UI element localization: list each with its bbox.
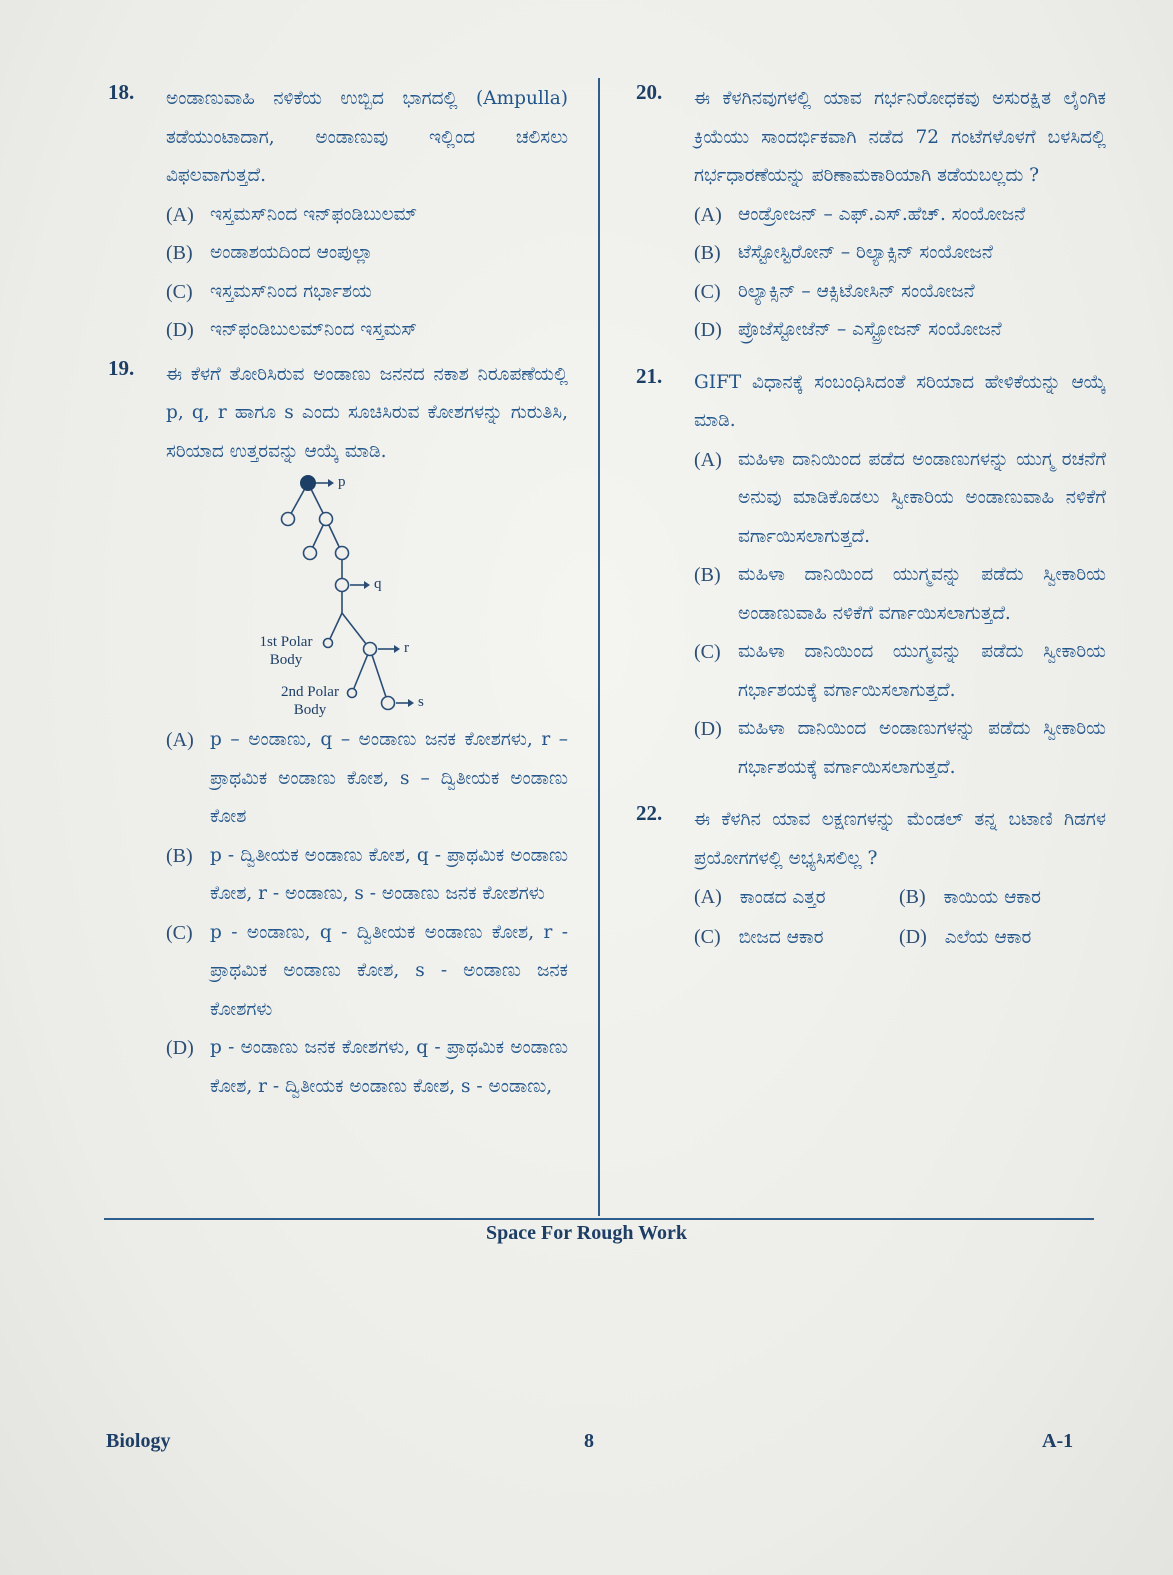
subject-label: Biology [106,1430,171,1452]
column-divider [598,78,600,1216]
question-number: 21. [636,363,663,388]
rough-work-heading: Space For Rough Work [486,1222,687,1244]
question-number: 19. [108,355,135,380]
bottom-rule [104,1218,1094,1220]
question-text: ಈ ಕೆಳಗಿನವುಗಳಲ್ಲಿ ಯಾವ ಗರ್ಭನಿರೋಧಕವು ಅಸುರಕ್ಷಿತ ಲೈಂಗಿಕ ಕ್ರಿಯೆಯು ಸಾಂದರ್ಭಿಕವಾಗಿ ನಡೆದ 72 ಗಂಟೆಗಳೊಳಗೆ ಬಳಸಿದಲ್ಲಿ ಗರ್ಭಧಾರಣೆಯನ್ನು ಪರಿಣಾಮಕಾರಿಯಾಗಿ ತಡೆಯಬಲ್ಲದು ? [694,88,1106,186]
option-b: (B) p - ದ್ವಿತೀಯಕ ಅಂಡಾಣು ಕೋಶ, q - ಪ್ರಾಥಮಿಕ ಅಂಡಾಣು ಕೋಶ, r - ಅಂಡಾಣು, s - ಅಂಡಾಣು ಜನಕ ಕೋಶಗಳು [166,844,568,904]
label-q: q [374,576,382,592]
question-21 [636,364,1106,788]
option-d: (D) ಮಹಿಳಾ ದಾನಿಯಿಂದ ಅಂಡಾಣುಗಳನ್ನು ಪಡೆದು ಸ್ವೀಕಾರಿಯ ಗರ್ಭಾಶಯಕ್ಕೆ ವರ್ಗಾಯಿಸಲಾಗುತ್ತದೆ. [694,718,1106,778]
option-c: (C) p - ಅಂಡಾಣು, q - ದ್ವಿತೀಯಕ ಅಂಡಾಣು ಕೋಶ, r - ಪ್ರಾಥಮಿಕ ಅಂಡಾಣು ಕೋಶ, s - ಅಂಡಾಣು ಜನಕ ಕೋಶಗಳು [166,921,568,1020]
oogenesis-diagram [248,473,508,721]
left-column [108,80,568,1112]
options-row-1 [694,878,1106,918]
question-18 [108,80,568,350]
option-c: (C) ಮಹಿಳಾ ದಾನಿಯಿಂದ ಯುಗ್ಮವನ್ನು ಪಡೆದು ಸ್ವೀಕಾರಿಯ ಗರ್ಭಾಶಯಕ್ಕೆ ವರ್ಗಾಯಿಸಲಾಗುತ್ತದೆ. [694,641,1106,701]
label-p: p [338,474,346,490]
version-code: A-1 [1042,1430,1074,1452]
option-c: (C) ಬೀಜದ ಆಕಾರ [694,925,824,948]
option-d: (D) ಎಲೆಯ ಆಕಾರ [899,925,1032,948]
option-c: (C) ರಿಲ್ಯಾಕ್ಸಿನ್ – ಆಕ್ಸಿಟೋಸಿನ್ ಸಂಯೋಜನೆ [694,280,975,303]
label-s: s [418,694,424,710]
option-b: (B) ಕಾಯಿಯ ಆಕಾರ [899,886,1041,908]
question-20 [636,80,1106,350]
label-r: r [404,640,409,656]
option-b: (B) ಮಹಿಳಾ ದಾನಿಯಿಂದ ಯುಗ್ಮವನ್ನು ಪಡೆದು ಸ್ವೀಕಾರಿಯ ಅಂಡಾಣುವಾಹಿ ನಳಿಕೆಗೆ ವರ್ಗಾಯಿಸಲಾಗುತ್ತದೆ. [694,564,1106,624]
option-d: (D) p - ಅಂಡಾಣು ಜನಕ ಕೋಶಗಳು, q - ಪ್ರಾಥಮಿಕ ಅಂಡಾಣು ಕೋಶ, r - ದ್ವಿತೀಯಕ ಅಂಡಾಣು ಕೋಶ, s - ಅಂಡಾಣು, [166,1037,568,1097]
option-a: (A) ಇಸ್ತಮಸ್‌ನಿಂದ ಇನ್‌ಫಂಡಿಬುಲಮ್ [166,203,418,226]
right-column [636,80,1106,963]
question-text: ಈ ಕೆಳಗೆ ತೋರಿಸಿರುವ ಅಂಡಾಣು ಜನನದ ನಕಾಶ ನಿರೂಪಣೆಯಲ್ಲಿ p, q, r ಹಾಗೂ s ಎಂದು ಸೂಚಿಸಿರುವ ಕೋಶಗಳನ್ನು ಗುರುತಿಸಿ, ಸರಿಯಾದ ಉತ್ತರವನ್ನು ಆಯ್ಕೆ ಮಾಡಿ. [166,363,568,462]
option-a: (A) ಕಾಂಡದ ಎತ್ತರ [694,886,826,908]
question-text: ಈ ಕೆಳಗಿನ ಯಾವ ಲಕ್ಷಣಗಳನ್ನು ಮೆಂಡಲ್ ತನ್ನ ಬಟಾಣಿ ಗಿಡಗಳ ಪ್ರಯೋಗಗಳಲ್ಲಿ ಅಭ್ಯಸಿಸಲಿಲ್ಲ ? [694,809,1106,869]
option-d: (D) ಪ್ರೊಜೆಸ್ಟೋಜೆನ್ – ಎಸ್ಟ್ರೋಜನ್ ಸಂಯೋಜನೆ [694,319,1002,341]
question-number: 18. [108,80,135,104]
options-row-2 [694,918,1106,958]
question-number: 22. [636,801,663,825]
question-19 [108,356,568,1107]
option-b: (B) ಅಂಡಾಶಯದಿಂದ ಆಂಪುಲ್ಲಾ [166,242,373,264]
option-c: (C) ಇಸ್ತಮಸ್‌ನಿಂದ ಗರ್ಭಾಶಯ [166,280,372,303]
first-polar-body-label: 1st Polar Body [259,634,313,668]
question-number: 20. [636,80,663,104]
option-a: (A) ಆಂಡ್ರೋಜನ್ – ಎಫ್.ಎಸ್.ಹೆಚ್. ಸಂಯೋಜನೆ [694,203,1026,226]
question-text: ಅಂಡಾಣುವಾಹಿ ನಳಿಕೆಯ ಉಬ್ಬಿದ ಭಾಗದಲ್ಲಿ (Ampulla) ತಡೆಯುಂಟಾದಾಗ, ಅಂಡಾಣುವು ಇಲ್ಲಿಂದ ಚಲಿಸಲು ವಿಫಲವಾಗುತ್ತದೆ. [166,88,568,186]
question-22 [636,801,1106,957]
option-d: (D) ಇನ್‌ಫಂಡಿಬುಲಮ್‌ನಿಂದ ಇಸ್ತಮಸ್ [166,319,418,341]
question-text: GIFT ವಿಧಾನಕ್ಕೆ ಸಂಬಂಧಿಸಿದಂತೆ ಸರಿಯಾದ ಹೇಳಿಕೆಯನ್ನು ಆಯ್ಕೆ ಮಾಡಿ. [694,371,1106,431]
option-a: (A) ಮಹಿಳಾ ದಾನಿಯಿಂದ ಪಡೆದ ಅಂಡಾಣುಗಳನ್ನು ಯುಗ್ಮ ರಚನೆಗೆ ಅನುವು ಮಾಡಿಕೊಡಲು ಸ್ವೀಕಾರಿಯ ಅಂಡಾಣುವಾಹಿ ನಳಿಕೆಗೆ ವರ್ಗಾಯಿಸಲಾಗುತ್ತದೆ. [694,448,1106,547]
page-number: 8 [584,1430,594,1452]
second-polar-body-label: 2nd Polar Body [281,684,339,718]
option-a: (A) p – ಅಂಡಾಣು, q – ಅಂಡಾಣು ಜನಕ ಕೋಶಗಳು, r – ಪ್ರಾಥಮಿಕ ಅಂಡಾಣು ಕೋಶ, s – ದ್ವಿತೀಯಕ ಅಂಡಾಣು ಕೋಶ [166,729,568,827]
option-b: (B) ಟೆಸ್ಟೋಸ್ಟಿರೋನ್ – ರಿಲ್ಯಾಕ್ಸಿನ್ ಸಂಯೋಜನೆ [694,242,993,264]
